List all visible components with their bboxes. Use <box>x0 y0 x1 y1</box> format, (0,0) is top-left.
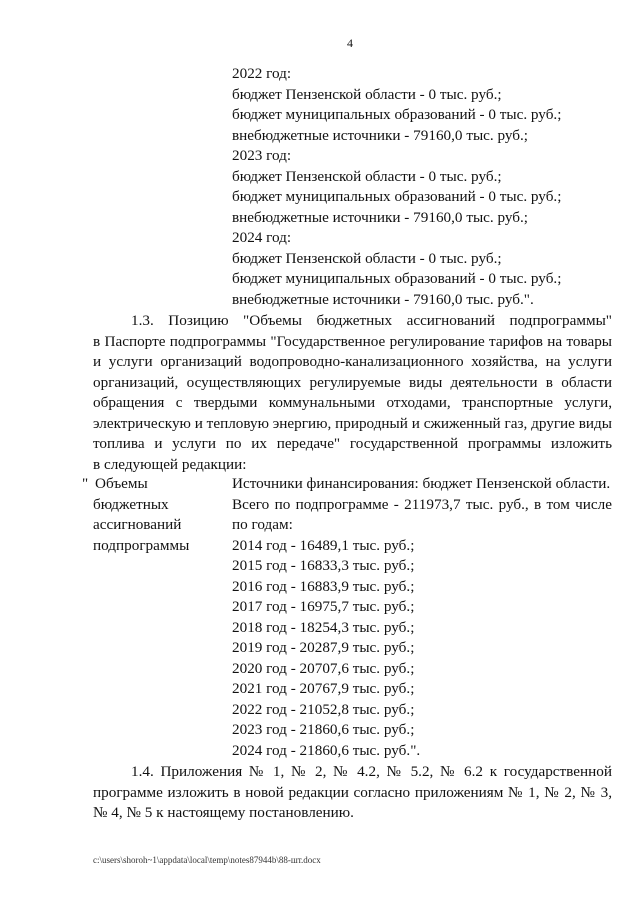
paragraph-line: 1.4. Приложения № 1, № 2, № 4.2, № 5.2, № 6.2 к государственной <box>131 763 612 780</box>
table-value-line: 2024 год - 21860,6 тыс. руб.". <box>232 741 421 759</box>
block-line: 2022 год: <box>232 65 292 82</box>
table-value-line: 2014 год - 16489,1 тыс. руб.; <box>232 536 415 554</box>
opening-quote: " <box>82 475 89 492</box>
block-line: бюджет муниципальных образований - 0 тыс. руб.; <box>232 188 562 205</box>
table-label-line: бюджетных <box>93 495 169 513</box>
block-line: бюджет муниципальных образований - 0 тыс. руб.; <box>232 270 562 287</box>
table-label-line: ассигнований <box>93 516 182 533</box>
table-value-line: 2015 год - 16833,3 тыс. руб.; <box>232 557 415 574</box>
block-line: бюджет Пензенской области - 0 тыс. руб.; <box>232 167 502 185</box>
table-label-line: Объемы <box>95 475 148 492</box>
block-line: внебюджетные источники - 79160,0 тыс. руб.". <box>232 290 534 308</box>
paragraph-line: организаций, осуществляющих регулируемые виды деятельности в области <box>93 373 612 391</box>
paragraph-line: обращения с твердыми коммунальными отходами, транспортные услуги, <box>93 394 612 411</box>
block-line: внебюджетные источники - 79160,0 тыс. руб.; <box>232 126 529 144</box>
table-value-line: по годам: <box>232 516 293 533</box>
table-value-line: 2017 год - 16975,7 тыс. руб.; <box>232 598 415 615</box>
paragraph-line: и услуги организаций водопроводно-канализационного хозяйства, на услуги <box>93 353 612 370</box>
block-line: бюджет муниципальных образований - 0 тыс. руб.; <box>232 106 562 123</box>
paragraph-line: в Паспорте подпрограммы "Государственное регулирование тарифов на товары <box>93 332 612 350</box>
table-value-line: 2022 год - 21052,8 тыс. руб.; <box>232 700 415 718</box>
page-number: 4 <box>347 36 353 50</box>
block-line: 2023 год: <box>232 147 292 164</box>
document-file-path: c:\users\shoroh~1\appdata\local\temp\notes87944b\88-шт.docx <box>93 855 321 865</box>
table-value-line: 2016 год - 16883,9 тыс. руб.; <box>232 577 415 595</box>
table-value-line: 2019 год - 20287,9 тыс. руб.; <box>232 639 415 656</box>
block-line: бюджет Пензенской области - 0 тыс. руб.; <box>232 249 502 267</box>
paragraph-line: 1.3. Позицию "Объемы бюджетных ассигнований подпрограммы" <box>131 312 612 329</box>
table-value-line: Источники финансирования: бюджет Пензенской области. <box>232 475 611 492</box>
year-funding-block <box>232 64 561 310</box>
paragraph-line: программе изложить в новой редакции согласно приложениям № 1, № 2, № 3, <box>93 783 612 801</box>
table-value-line: 2018 год - 18254,3 тыс. руб.; <box>232 618 415 636</box>
table-value-line: 2021 год - 20767,9 тыс. руб.; <box>232 680 415 697</box>
block-line: бюджет Пензенской области - 0 тыс. руб.; <box>232 85 502 103</box>
paragraph-1-4 <box>93 762 612 824</box>
table-value-line: Всего по подпрограмме - 211973,7 тыс. руб., в том числе <box>232 495 612 513</box>
block-line: внебюджетные источники - 79160,0 тыс. руб.; <box>232 208 529 226</box>
paragraph-line: № 4, № 5 к настоящему постановлению. <box>93 804 354 821</box>
table-label-line: подпрограммы <box>93 536 190 554</box>
paragraph-line: в следующей редакции: <box>93 455 247 473</box>
table-value-line: 2020 год - 20707,6 тыс. руб.; <box>232 659 415 677</box>
paragraph-1-3 <box>93 311 612 475</box>
table-label-column <box>93 474 223 556</box>
table-value-column <box>232 474 612 761</box>
table-value-line: 2023 год - 21860,6 тыс. руб.; <box>232 721 415 738</box>
paragraph-line: электрическую и тепловую энергию, природный и сжиженный газ, другие виды <box>93 414 612 432</box>
paragraph-line: топлива и услуги по их передаче" государственной программы изложить <box>93 435 612 452</box>
block-line: 2024 год: <box>232 229 292 246</box>
